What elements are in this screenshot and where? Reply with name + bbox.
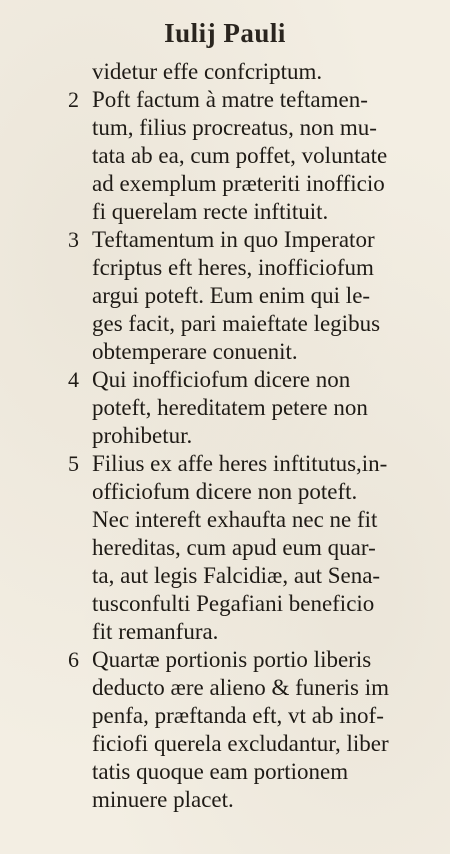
entry-line: tata ab ea, cum poffet, voluntate	[92, 143, 388, 168]
entry-line: Nec intereft exhaufta nec ne fit	[92, 507, 378, 532]
running-head: Iulij Pauli	[164, 18, 286, 48]
text-block	[68, 58, 436, 814]
entry-line: prohibetur.	[92, 423, 193, 448]
entry-line: hereditas, cum apud eum quar-	[92, 535, 376, 560]
entry-number: 5	[68, 451, 79, 476]
entry-line: Qui inofficiofum dicere non	[92, 367, 351, 392]
entry-line: Teftamentum in quo Imperator	[92, 227, 375, 252]
intro-line: videtur effe confcriptum.	[92, 59, 323, 84]
entry-line: fit remanfura.	[92, 619, 219, 644]
entry-line: tum, filius procreatus, non mu-	[92, 115, 377, 140]
entry-number: 3	[68, 227, 79, 252]
entry-line: penfa, præftanda eft, vt ab inof-	[92, 703, 384, 728]
entry-number: 4	[68, 367, 79, 392]
entry-line: ges facit, pari maieftate legibus	[92, 311, 381, 336]
entry-line: tusconfulti Pegafiani beneficio	[92, 591, 375, 616]
entry-line: ad exemplum præteriti inofficio	[92, 171, 385, 196]
entry-5	[68, 450, 436, 646]
entry-line: deducto ære alieno & funeris im	[92, 675, 390, 700]
entry-line: tatis quoque eam portionem	[92, 759, 349, 784]
entry-2	[68, 86, 436, 226]
entry-number: 6	[68, 647, 79, 672]
entry-number: 2	[68, 87, 79, 112]
entry-3	[68, 226, 436, 366]
entry-line: fi querelam recte inftituit.	[92, 199, 329, 224]
entry-line: Quartæ portionis portio liberis	[92, 647, 372, 672]
entry-line: officiofum dicere non poteft.	[92, 479, 358, 504]
entry-line: obtemperare conuenit.	[92, 339, 298, 364]
entry-4	[68, 366, 436, 450]
entry-line: minuere placet.	[92, 787, 234, 812]
entry-line: ficiofi querela excludantur, liber	[92, 731, 389, 756]
entry-line: fcriptus eft heres, inofficiofum	[92, 255, 374, 280]
entry-line: Filius ex affe heres inftitutus,in-	[92, 451, 388, 476]
entry-line: ta, aut legis Falcidiæ, aut Sena-	[92, 563, 381, 588]
entry-line: argui poteft. Eum enim qui le-	[92, 283, 371, 308]
entry-line: Poft factum à matre teftamen-	[92, 87, 368, 112]
entry-6	[68, 646, 436, 814]
entry-line: poteft, hereditatem petere non	[92, 395, 368, 420]
